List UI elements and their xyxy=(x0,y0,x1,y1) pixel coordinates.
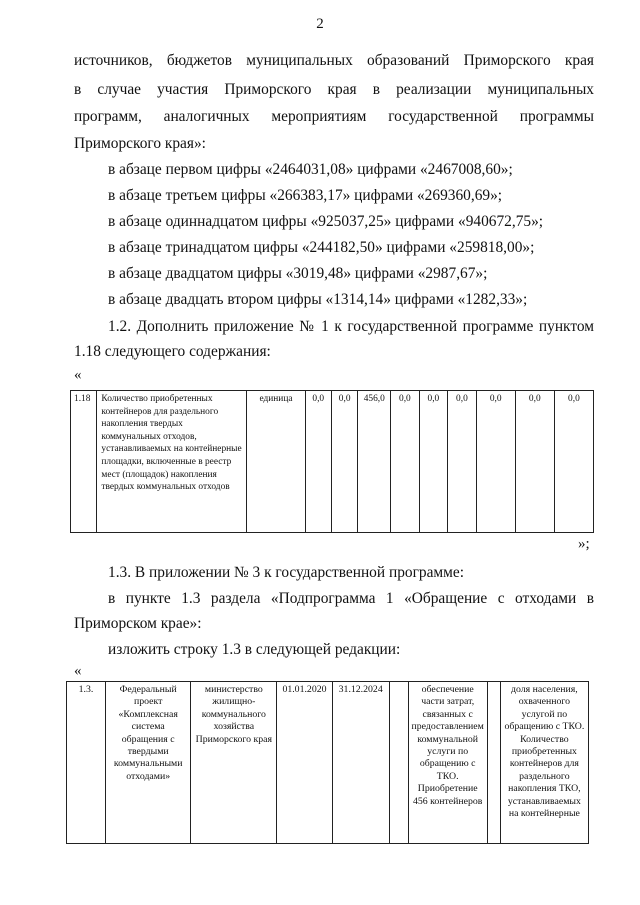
table-cell-end-date: 31.12.2024 xyxy=(332,682,389,844)
quote-open: « xyxy=(74,367,82,383)
table-cell-value: 0,0 xyxy=(391,391,420,533)
amendment-item: в абзаце двадцатом цифры «3019,48» цифрами «2987,67»; xyxy=(108,265,488,282)
table-cell-value: 0,0 xyxy=(515,391,554,533)
table-cell-start-date: 01.01.2020 xyxy=(277,682,332,844)
amendment-item: в абзаце тринадцатом цифры «244182,50» цифрами «259818,00»; xyxy=(108,239,535,256)
amendment-item: в абзаце одиннадцатом цифры «925037,25» цифрами «940672,75»; xyxy=(108,213,544,230)
program-table xyxy=(66,681,589,844)
table-cell-number: 1.3. xyxy=(67,682,106,844)
table-cell-indicator: Количество приобретенных контейнеров для раздельного накопления твердых коммунальных отходов, устанавливаемых на контейнерные площадки, включенные в реестр мест (площадок) накопления твердых коммунальных отходов xyxy=(97,391,247,533)
table-cell-empty xyxy=(487,682,500,844)
table-cell-number: 1.18 xyxy=(71,391,97,533)
indicator-table xyxy=(70,390,594,533)
amendment-item: в абзаце двадцать втором цифры «1314,14» цифрами «1282,33»; xyxy=(108,291,528,308)
table-cell-value: 0,0 xyxy=(448,391,477,533)
table-cell-project: Федеральный проект «Комплексная система обращения с твердыми коммунальными отходами» xyxy=(105,682,191,844)
paragraph-line: источников, бюджетов муниципальных образований Приморского края xyxy=(74,52,594,69)
section-1-3-item-line: в пункте 1.3 раздела «Подпрограмма 1 «Обращение с отходами в xyxy=(108,590,594,607)
table-cell-result: обеспечение части затрат, связанных с предоставлением коммунальной услуги по обращению с ТКО. Приобретение 456 контейнеров xyxy=(408,682,487,844)
table-cell-executor: министерство жилищно-коммунального хозяйства Приморского края xyxy=(191,682,277,844)
table-cell-value: 0,0 xyxy=(554,391,593,533)
section-1-3-instruction: изложить строку 1.3 в следующей редакции: xyxy=(108,641,401,658)
table-cell-indicators: доля населения, охваченного услугой по обращению с ТКО. Количество приобретенных контейнеров для раздельного накопления ТКО, устанавливаемых на контейнерные xyxy=(500,682,588,844)
section-1-3-item-line: Приморском крае»: xyxy=(74,615,202,632)
paragraph-line: в случае участия Приморского края в реализации муниципальных xyxy=(74,81,594,98)
section-1-2-line: 1.2. Дополнить приложение № 1 к государственной программе пунктом xyxy=(108,318,594,335)
page-number: 2 xyxy=(316,16,324,32)
quote-open: « xyxy=(74,663,82,679)
paragraph-line: программ, аналогичных мероприятиям государственной программы xyxy=(74,108,594,125)
quote-close: »; xyxy=(578,536,590,552)
table-cell-value: 0,0 xyxy=(331,391,357,533)
table-cell-value: 0,0 xyxy=(476,391,515,533)
paragraph-line: Приморского края»: xyxy=(74,135,206,152)
table-cell-value: 0,0 xyxy=(419,391,448,533)
table-cell-empty xyxy=(389,682,408,844)
table-cell-value: 0,0 xyxy=(305,391,331,533)
table-cell-value: 456,0 xyxy=(358,391,391,533)
table-row xyxy=(67,682,589,844)
table-row xyxy=(71,391,594,533)
amendment-item: в абзаце третьем цифры «266383,17» цифрами «269360,69»; xyxy=(108,187,503,204)
table-cell-unit: единица xyxy=(247,391,305,533)
section-1-3: 1.3. В приложении № 3 к государственной программе: xyxy=(108,564,465,581)
section-1-2-line: 1.18 следующего содержания: xyxy=(74,343,271,360)
amendment-item: в абзаце первом цифры «2464031,08» цифрами «2467008,60»; xyxy=(108,161,513,178)
